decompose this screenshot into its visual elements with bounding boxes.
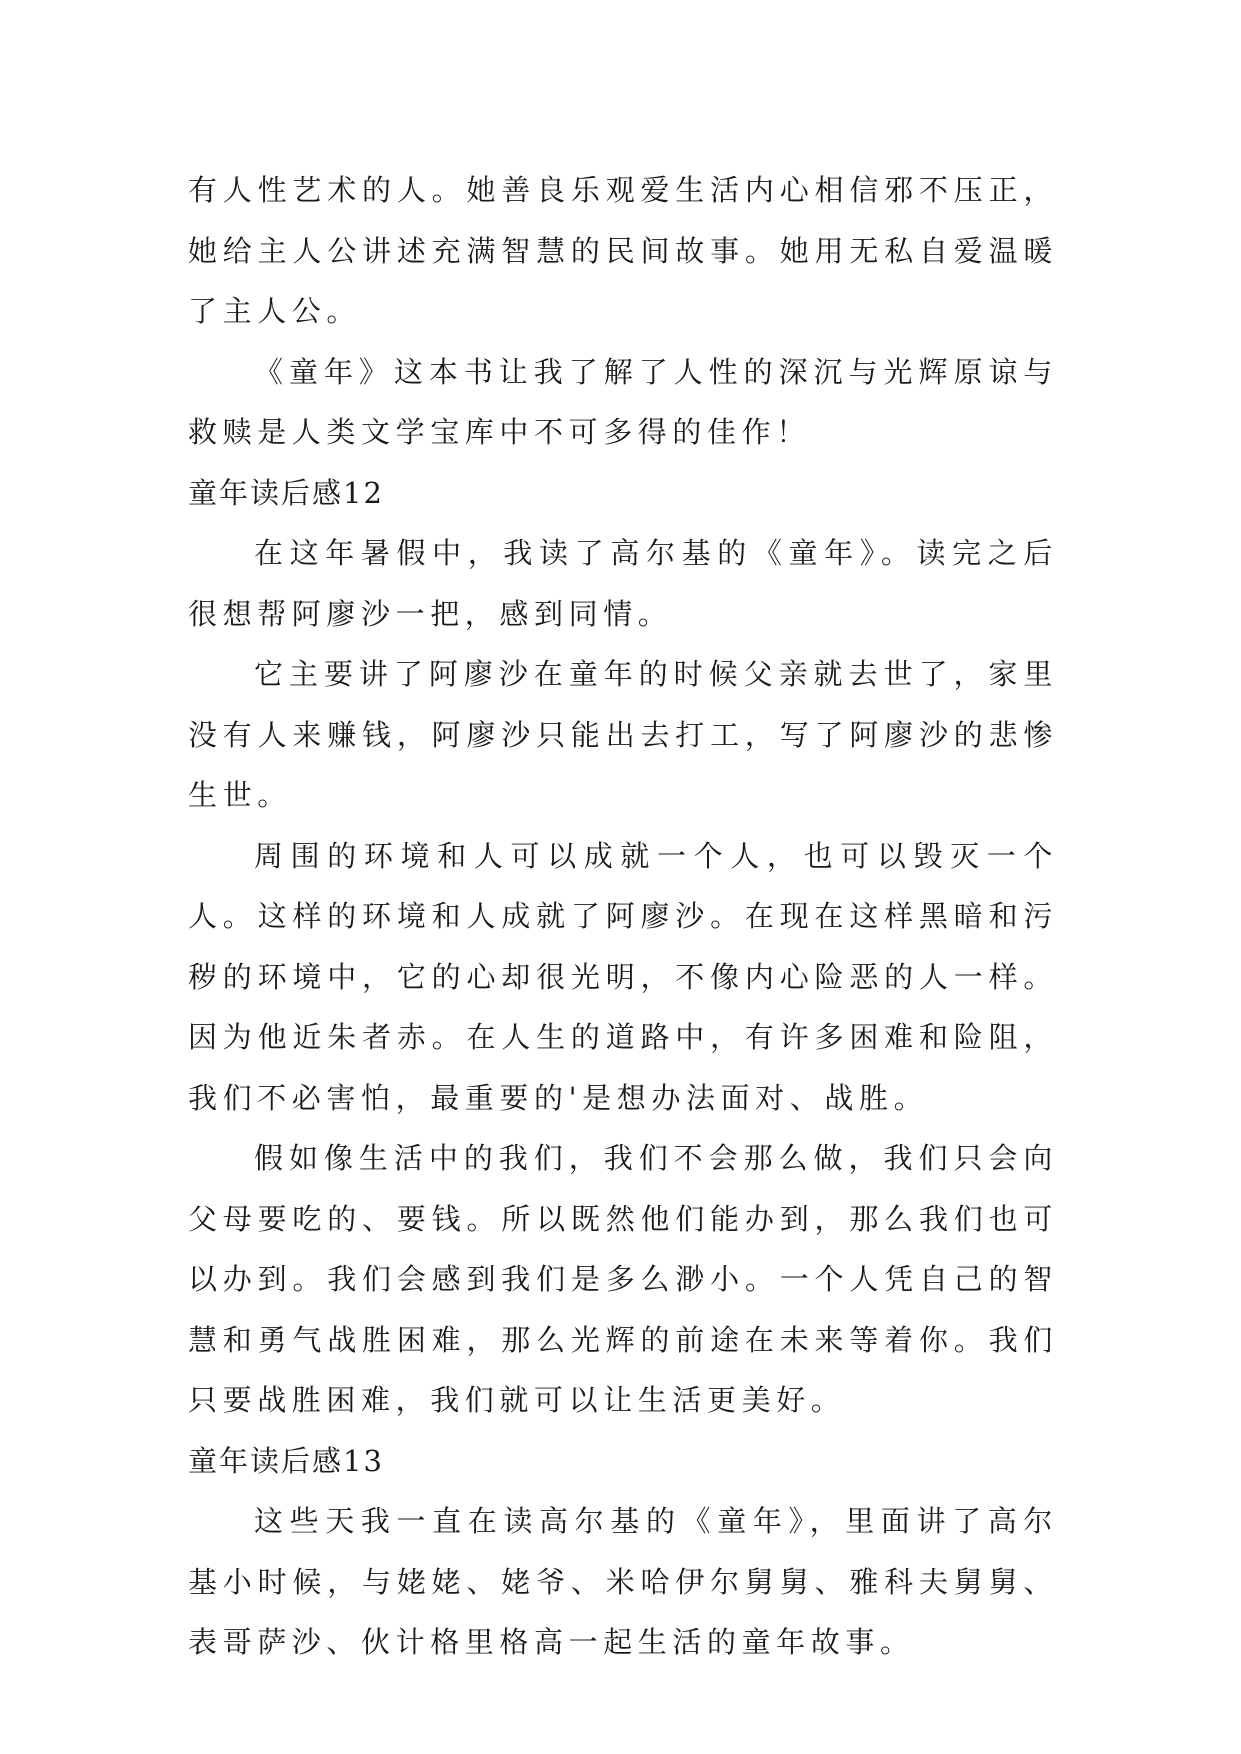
- paragraph: 周围的环境和人可以成就一个人，也可以毁灭一个人。这样的环境和人成就了阿廖沙。在现在这样黑暗和污秽的环境中，它的心却很光明，不像内心险恶的人一样。因为他近朱者赤。在人生的道路中，有许多困难和险阻，我们不必害怕，最重要的'是想办法面对、战胜。: [188, 838, 1058, 1115]
- paragraph: 假如像生活中的我们，我们不会那么做，我们只会向父母要吃的、要钱。所以既然他们能办到，那么我们也可以办到。我们会感到我们是多么渺小。一个人凭自己的智慧和勇气战胜困难，那么光辉的前途在未来等着你。我们只要战胜困难，我们就可以让生活更美好。: [188, 1141, 1058, 1417]
- paragraph: 它主要讲了阿廖沙在童年的时候父亲就去世了，家里没有人来赚钱，阿廖沙只能出去打工，写了阿廖沙的悲惨生世。: [188, 657, 1058, 812]
- paragraph: 《童年》这本书让我了解了人性的深沉与光辉原谅与救赎是人类文学宝库中不可多得的佳作！: [188, 354, 1058, 449]
- paragraph: 有人性艺术的人。她善良乐观爱生活内心相信邪不压正，她给主人公讲述充满智慧的民间故事。她用无私自爱温暖了主人公。: [188, 173, 1058, 328]
- paragraph: 这些天我一直在读高尔基的《童年》，里面讲了高尔基小时候，与姥姥、姥爷、米哈伊尔舅舅、雅科夫舅舅、表哥萨沙、伙计格里格高一起生活的童年故事。: [188, 1504, 1058, 1659]
- section-heading: 童年读后感12: [188, 475, 384, 510]
- document-body: [188, 160, 1058, 1673]
- section-heading: 童年读后感13: [188, 1443, 384, 1478]
- paragraph: 在这年暑假中，我读了高尔基的《童年》。读完之后很想帮阿廖沙一把，感到同情。: [188, 536, 1058, 631]
